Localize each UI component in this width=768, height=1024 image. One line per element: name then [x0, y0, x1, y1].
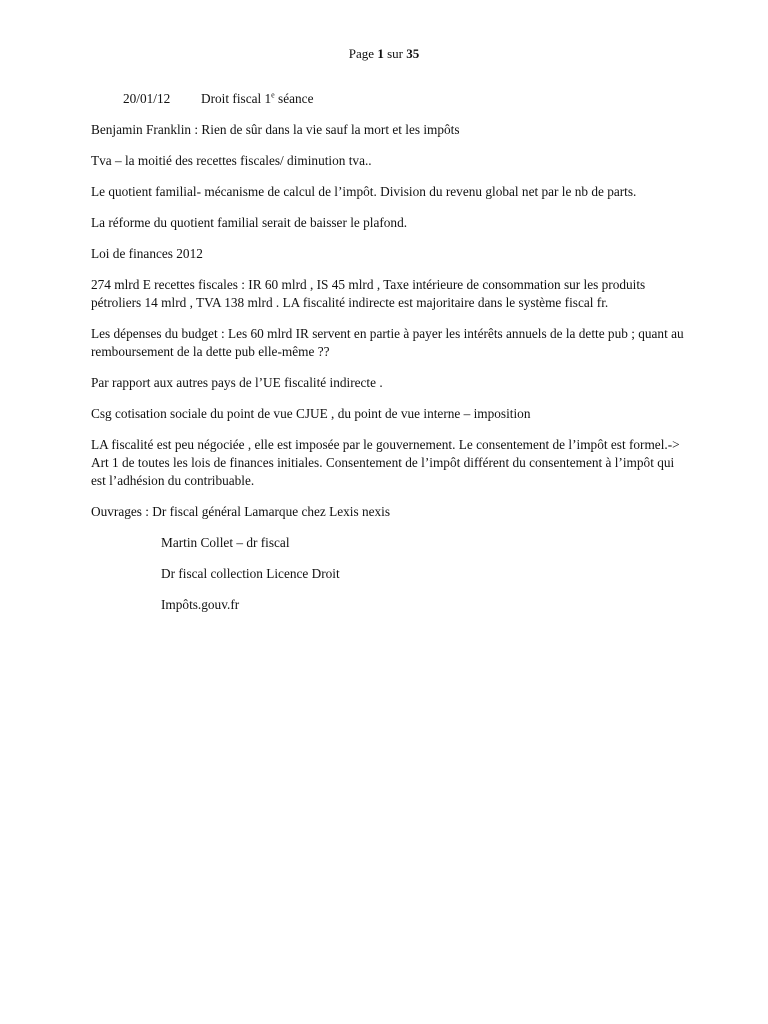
paragraph-recettes-fiscales: 274 mlrd E recettes fiscales : IR 60 mlrd , IS 45 mlrd , Taxe intérieure de consommation sur les produits pétroliers 14 mlrd , TVA 138 mlrd . LA fiscalité indirecte est majoritaire dans le système fiscal fr. — [91, 277, 646, 310]
ouvrage-item: Impôts.gouv.fr — [161, 597, 240, 612]
paragraph-loi-de-finances: Loi de finances 2012 — [91, 246, 203, 261]
total-page-count: 35 — [406, 46, 420, 61]
session-date: 20/01/12 — [123, 91, 171, 106]
session-title: Droit fiscal 1 — [201, 91, 272, 106]
page-prefix: Page — [348, 46, 378, 61]
ouvrages-section — [91, 503, 691, 614]
paragraph-csg: Csg cotisation sociale du point de vue CJUE , du point de vue interne – imposition — [91, 406, 531, 421]
page-middle: sur — [383, 46, 407, 61]
session-heading — [123, 90, 691, 108]
current-page-number: 1 — [377, 46, 384, 61]
paragraph-franklin-quote: Benjamin Franklin : Rien de sûr dans la vie sauf la mort et les impôts — [91, 122, 460, 137]
document-body — [91, 90, 691, 627]
paragraph-tva: Tva – la moitié des recettes fiscales/ diminution tva.. — [91, 153, 372, 168]
paragraph-quotient-familial: Le quotient familial- mécanisme de calcul de l’impôt. Division du revenu global net par le nb de parts. — [91, 184, 637, 199]
paragraph-ue-comparaison: Par rapport aux autres pays de l’UE fiscalité indirecte . — [91, 375, 383, 390]
page-number-header — [0, 45, 768, 63]
ouvrage-item: Dr fiscal collection Licence Droit — [161, 566, 340, 581]
paragraph-reforme: La réforme du quotient familial serait de baisser le plafond. — [91, 215, 408, 230]
session-title-end: séance — [274, 91, 314, 106]
paragraph-consentement: LA fiscalité est peu négociée , elle est imposée par le gouvernement. Le consentement de l’impôt est formel.-> Art 1 de toutes les lois de finances initiales. Consentement de l’impôt différent du consentement à l’impôt qui est l’adhésion du contribuable. — [91, 437, 680, 488]
session-title-superscript: e — [271, 90, 275, 100]
paragraph-depenses-budget: Les dépenses du budget : Les 60 mlrd IR servent en partie à payer les intérêts annuels de la dette pub ; quant au remboursement de la dette pub elle-même ?? — [91, 326, 684, 359]
ouvrages-intro: Ouvrages : Dr fiscal général Lamarque chez Lexis nexis — [91, 504, 391, 519]
ouvrage-item: Martin Collet – dr fiscal — [161, 535, 290, 550]
